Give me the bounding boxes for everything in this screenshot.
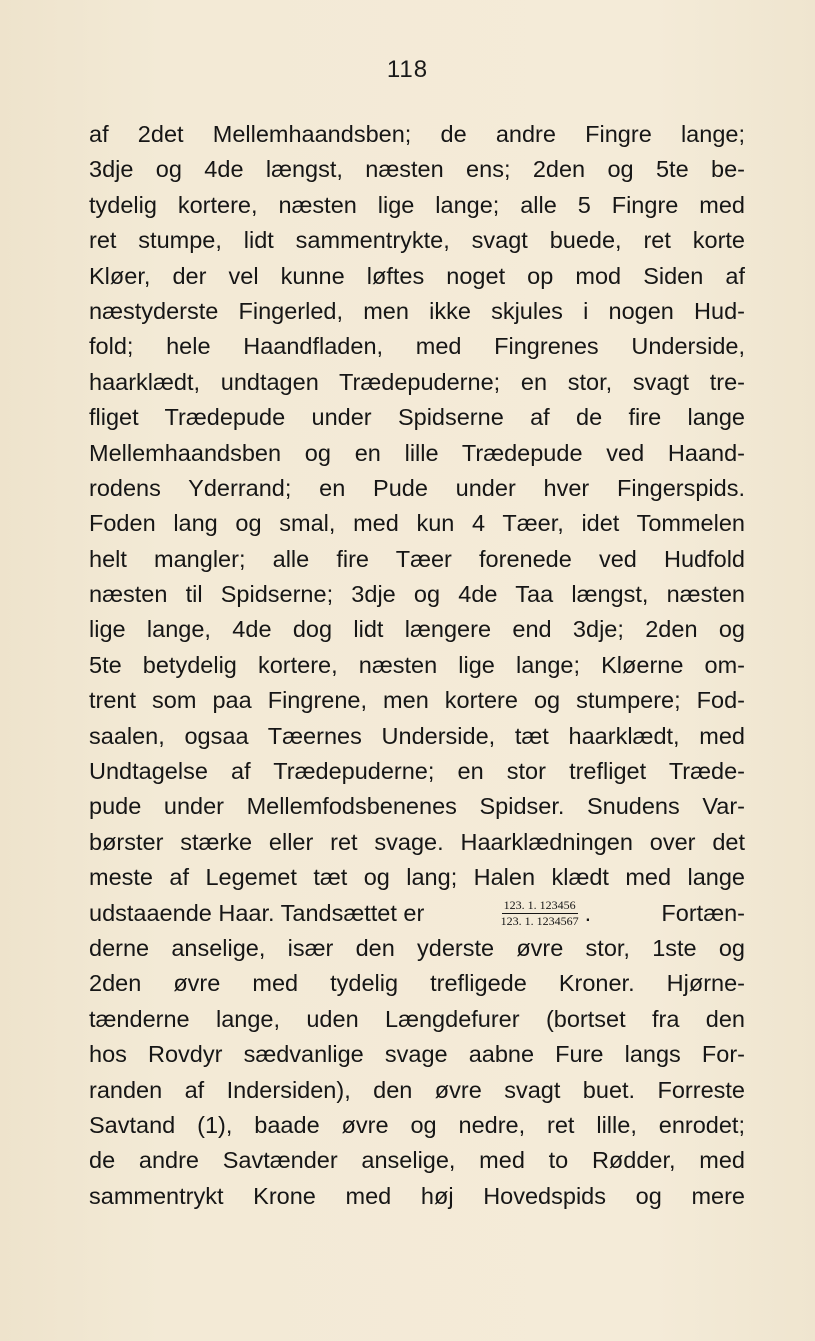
text-line: derne anselige, især den yderste øvre stor, 1ste og: [89, 934, 745, 961]
text-line: 5te betydelig kortere, næsten lige lange; Kløerne om-: [89, 651, 745, 678]
dental-formula: [499, 899, 581, 928]
text-line: af 2det Mellemhaandsben; de andre Fingre lange;: [89, 121, 745, 147]
text-line: ret stumpe, lidt sammentrykte, svagt buede, ret korte: [89, 227, 745, 254]
text-line: meste af Legemet tæt og lang; Halen klædt med lange: [89, 864, 745, 891]
text-line: fliget Trædepude under Spidserne af de fire lange: [89, 404, 745, 431]
dental-formula-line: [89, 896, 745, 931]
formula-line-suffix: Fortæn-: [661, 899, 745, 926]
page-number: 118: [386, 56, 429, 83]
text-line: 2den øvre med tydelig trefligede Kroner. Hjørne-: [89, 970, 745, 997]
text-line: tænderne lange, uden Længdefurer (bortset fra den: [89, 1005, 745, 1032]
text-line: Foden lang og smal, med kun 4 Tæer, idet Tommelen: [89, 510, 745, 537]
formula-denominator: 123. 1. 1234567: [500, 913, 579, 928]
text-line: sammentrykt Krone med høj Hovedspids og mere: [89, 1182, 745, 1209]
formula-period: .: [584, 899, 592, 926]
text-line: børster stærke eller ret svage. Haarklædningen over det: [89, 828, 745, 855]
text-line: næsten til Spidserne; 3dje og 4de Taa længst, næsten: [89, 581, 745, 608]
text-line: haarklædt, undtagen Trædepuderne; en stor, svagt tre-: [89, 368, 745, 395]
text-line: randen af Indersiden), den øvre svagt buet. Forreste: [89, 1076, 745, 1103]
body-text: [89, 117, 745, 1214]
text-line: Undtagelse af Trædepuderne; en stor trefliget Træde-: [89, 758, 745, 785]
text-line: Mellemhaandsben og en lille Trædepude ved Haand-: [89, 439, 745, 466]
text-line: Kløer, der vel kunne løftes noget op mod Siden af: [89, 262, 745, 289]
text-line: 3dje og 4de længst, næsten ens; 2den og 5te be-: [89, 156, 745, 183]
text-line: pude under Mellemfodsbenenes Spidser. Snudens Var-: [89, 793, 745, 820]
text-line: helt mangler; alle fire Tæer forenede ved Hudfold: [89, 545, 745, 572]
text-line: hos Rovdyr sædvanlige svage aabne Fure langs For-: [89, 1041, 745, 1068]
text-line: tydelig kortere, næsten lige lange; alle 5 Fingre med: [89, 191, 745, 218]
text-line: næstyderste Fingerled, men ikke skjules i nogen Hud-: [89, 297, 745, 324]
text-line: de andre Savtænder anselige, med to Rødder, med: [89, 1147, 745, 1174]
text-line: trent som paa Fingrene, men kortere og stumpere; Fod-: [89, 687, 745, 714]
formula-line-prefix: udstaaende Haar. Tandsættet er: [89, 899, 425, 926]
text-line: saalen, ogsaa Tæernes Underside, tæt haarklædt, med: [89, 722, 745, 749]
text-line: rodens Yderrand; en Pude under hver Fingerspids.: [89, 474, 745, 501]
text-line: lige lange, 4de dog lidt længere end 3dje; 2den og: [89, 616, 745, 643]
text-line: Savtand (1), baade øvre og nedre, ret lille, enrodet;: [89, 1111, 745, 1138]
formula-numerator: 123. 1. 123456: [503, 897, 576, 912]
text-line: fold; hele Haandfladen, med Fingrenes Underside,: [89, 333, 745, 360]
